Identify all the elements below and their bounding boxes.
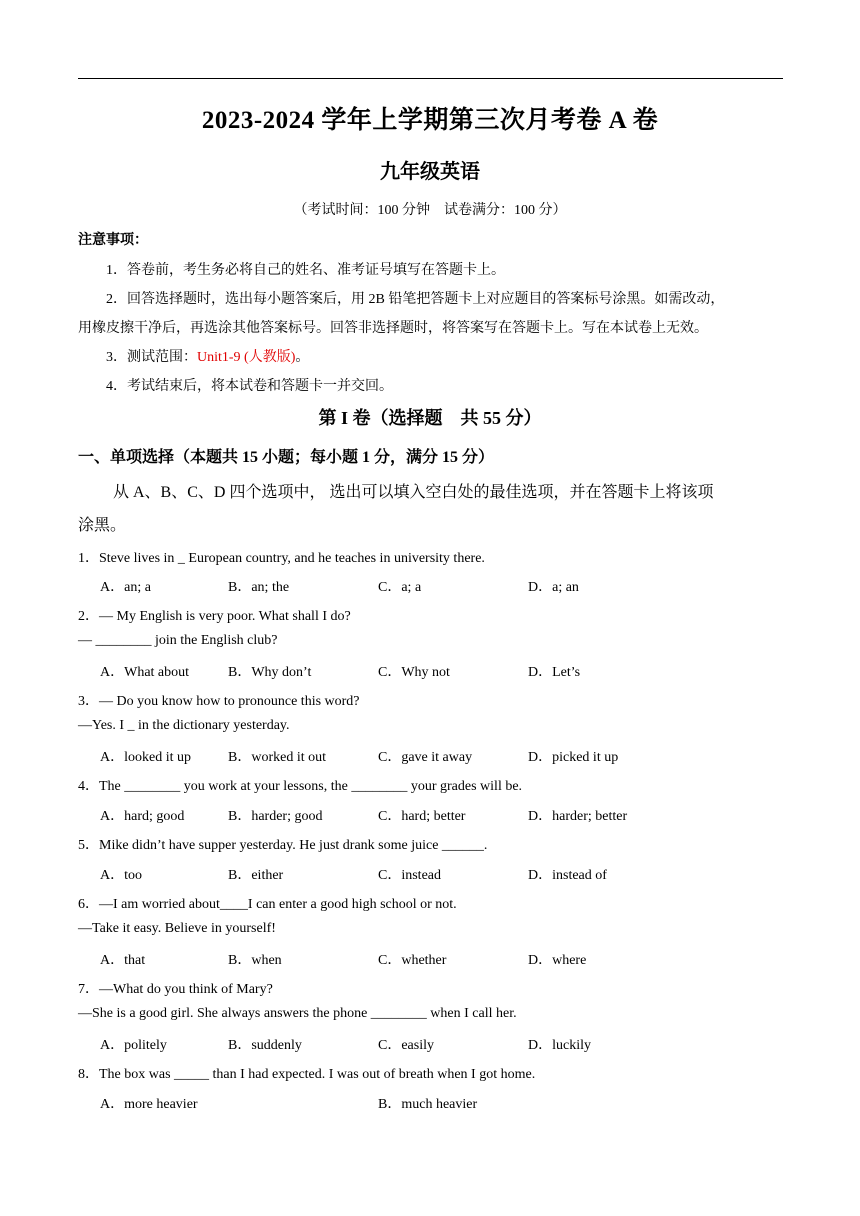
exam-info: （考试时间：100 分钟 试卷满分：100 分）	[293, 203, 567, 218]
question-7-option-a: A．politely	[100, 1038, 167, 1053]
question-2-stem-line-2: — ________ join the English club?	[78, 633, 278, 648]
top-rule	[78, 78, 783, 79]
question-4-option-b: B．harder; good	[228, 809, 323, 824]
question-8-stem: 8．The box was _____ than I had expected. I was out of breath when I got home.	[78, 1067, 536, 1082]
question-1-option-c: C．a; a	[378, 580, 422, 595]
question-3-option-c: C．gave it away	[378, 750, 473, 765]
question-2-option-b: B．Why don’t	[228, 665, 312, 680]
part-heading: 第 I 卷（选择题 共 55 分）	[318, 408, 542, 428]
question-6-option-b: B．when	[228, 953, 282, 968]
question-2-stem: 2．— My English is very poor. What shall I do?	[78, 609, 351, 624]
question-1-stem: 1．Steve lives in _ European country, and he teaches in university there.	[78, 551, 485, 566]
question-1-option-a: A．an; a	[100, 580, 151, 595]
notice-item-3-suffix: 。	[295, 350, 310, 365]
question-2-option-c: C．Why not	[378, 665, 450, 680]
question-4-option-a: A．hard; good	[100, 809, 185, 824]
question-3-stem: 3．— Do you know how to pronounce this word?	[78, 694, 360, 709]
notice-heading: 注意事项：	[78, 233, 148, 248]
question-4-stem: 4．The ________ you work at your lessons, the ________ your grades will be.	[78, 779, 523, 794]
instruction-line-1: 从 A、B、C、D 四个选项中， 选出可以填入空白处的最佳选项，并在答题卡上将该项	[113, 484, 714, 501]
instruction-line-2: 涂黑。	[78, 517, 127, 534]
question-5-option-c: C．instead	[378, 868, 441, 883]
notice-item-2-line-1: 2．回答选择题时，选出每小题答案后，用 2B 铅笔把答题卡上对应题目的答案标号涂黑。如需改动，	[106, 292, 725, 307]
page-subtitle: 九年级英语	[380, 161, 480, 183]
question-3-stem-line-2: —Yes. I _ in the dictionary yesterday.	[78, 718, 290, 733]
question-1-option-d: D．a; an	[528, 580, 579, 595]
question-3-option-d: D．picked it up	[528, 750, 619, 765]
question-3-option-b: B．worked it out	[228, 750, 326, 765]
page-title: 2023-2024 学年上学期第三次月考卷 A 卷	[201, 107, 659, 134]
question-8-option-a: A．more heavier	[100, 1097, 198, 1112]
question-5-stem: 5．Mike didn’t have supper yesterday. He just drank some juice ______.	[78, 838, 488, 853]
question-3-option-a: A．looked it up	[100, 750, 191, 765]
notice-item-4: 4．考试结束后，将本试卷和答题卡一并交回。	[106, 379, 393, 394]
test-range: Unit1-9 (人教版)	[197, 350, 296, 365]
question-2-option-d: D．Let’s	[528, 665, 581, 680]
question-4-option-d: D．harder; better	[528, 809, 628, 824]
question-7-stem: 7．—What do you think of Mary?	[78, 982, 273, 997]
question-2-option-a: A．What about	[100, 665, 190, 680]
question-6-option-c: C．whether	[378, 953, 447, 968]
notice-item-3	[106, 346, 309, 366]
notice-item-1: 1．答卷前，考生务必将自己的姓名、准考证号填写在答题卡上。	[106, 263, 505, 278]
question-1-option-b: B．an; the	[228, 580, 290, 595]
question-6-stem-line-2: —Take it easy. Believe in yourself!	[78, 921, 276, 936]
question-6-option-d: D．where	[528, 953, 587, 968]
question-7-option-d: D．luckily	[528, 1038, 591, 1053]
question-8-option-b: B．much heavier	[378, 1097, 478, 1112]
notice-item-2-line-2: 用橡皮擦干净后，再选涂其他答案标号。回答非选择题时，将答案写在答题卡上。写在本试卷上无效。	[78, 321, 708, 336]
question-7-option-b: B．suddenly	[228, 1038, 302, 1053]
notice-item-3-prefix: 3．测试范围：	[106, 350, 197, 365]
question-7-stem-line-2: —She is a good girl. She always answers the phone ________ when I call her.	[78, 1006, 517, 1021]
question-6-option-a: A．that	[100, 953, 146, 968]
question-6-stem: 6．—I am worried about____I can enter a good high school or not.	[78, 897, 457, 912]
question-4-option-c: C．hard; better	[378, 809, 466, 824]
question-5-option-d: D．instead of	[528, 868, 607, 883]
question-5-option-b: B．either	[228, 868, 284, 883]
question-5-option-a: A．too	[100, 868, 142, 883]
question-7-option-c: C．easily	[378, 1038, 434, 1053]
section-heading: 一、单项选择（本题共 15 小题；每小题 1 分，满分 15 分）	[78, 449, 495, 466]
